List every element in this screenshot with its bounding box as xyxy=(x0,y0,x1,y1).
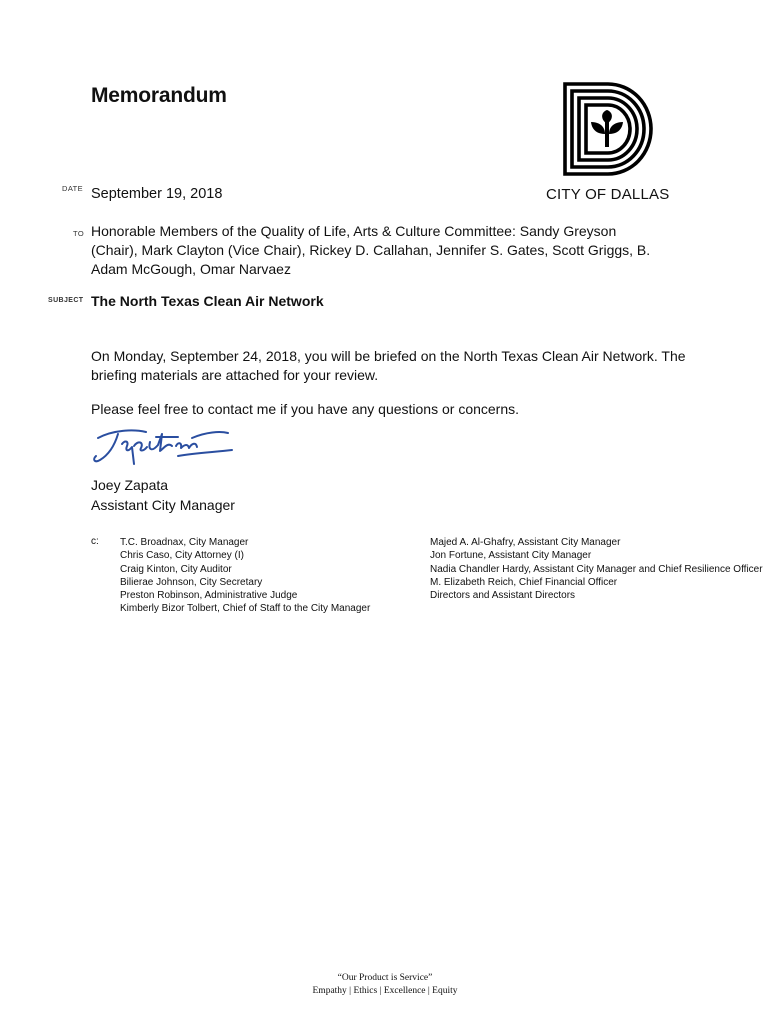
cc-recipient: Craig Kinton, City Auditor xyxy=(120,563,232,575)
city-of-dallas-logo-icon xyxy=(563,82,653,176)
cc-recipient: Chris Caso, City Attorney (I) xyxy=(120,550,244,562)
to-label: TO xyxy=(73,229,85,238)
cc-recipient: Jon Fortune, Assistant City Manager xyxy=(430,550,592,562)
body-paragraph: Please feel free to contact me if you have any questions or concerns. xyxy=(91,401,520,417)
footer-motto: “Our Product is Service” xyxy=(337,973,433,983)
city-name: CITY OF DALLAS xyxy=(546,186,670,203)
cc-recipient: Majed A. Al-Ghafry, Assistant City Manager xyxy=(430,537,621,548)
cc-recipient: Kimberly Bizor Tolbert, Chief of Staff to the City Manager xyxy=(120,603,371,615)
body-paragraph: On Monday, September 24, 2018, you will be briefed on the North Texas Clean Air Network. The briefing materials are attached for your review. xyxy=(91,348,686,383)
cc-list-right xyxy=(430,536,763,602)
cc-list-left xyxy=(120,536,370,616)
cc-recipient: Nadia Chandler Hardy, Assistant City Manager and Chief Resilience Officer xyxy=(430,563,763,575)
recipients: Honorable Members of the Quality of Life, Arts & Culture Committee: Sandy Greyson (Chair), Mark Clayton (Vice Chair), Rickey D. Callahan, Jennifer S. Gates, Scott Griggs, B. Adam McGough, Omar Narvaez xyxy=(91,223,651,277)
cc-recipient: Bilierae Johnson, City Secretary xyxy=(120,576,263,588)
footer-values: Empathy | Ethics | Excellence | Equity xyxy=(312,986,458,996)
cc-recipient: Directors and Assistant Directors xyxy=(430,590,576,602)
memo-date: September 19, 2018 xyxy=(91,186,223,202)
footer xyxy=(0,972,770,998)
cc-recipient: Preston Robinson, Administrative Judge xyxy=(120,590,298,602)
cc-label: c: xyxy=(91,536,99,547)
cc-recipient: T.C. Broadnax, City Manager xyxy=(120,537,249,548)
cc-recipient: M. Elizabeth Reich, Chief Financial Officer xyxy=(430,576,618,588)
signatory-title: Assistant City Manager xyxy=(91,497,235,513)
memo-title: Memorandum xyxy=(91,84,227,107)
handwritten-signature-image xyxy=(88,420,238,472)
signatory-name: Joey Zapata xyxy=(91,477,169,493)
subject-line: The North Texas Clean Air Network xyxy=(91,293,324,309)
date-label: DATE xyxy=(62,184,84,193)
subject-label: SUBJECT xyxy=(48,297,84,304)
